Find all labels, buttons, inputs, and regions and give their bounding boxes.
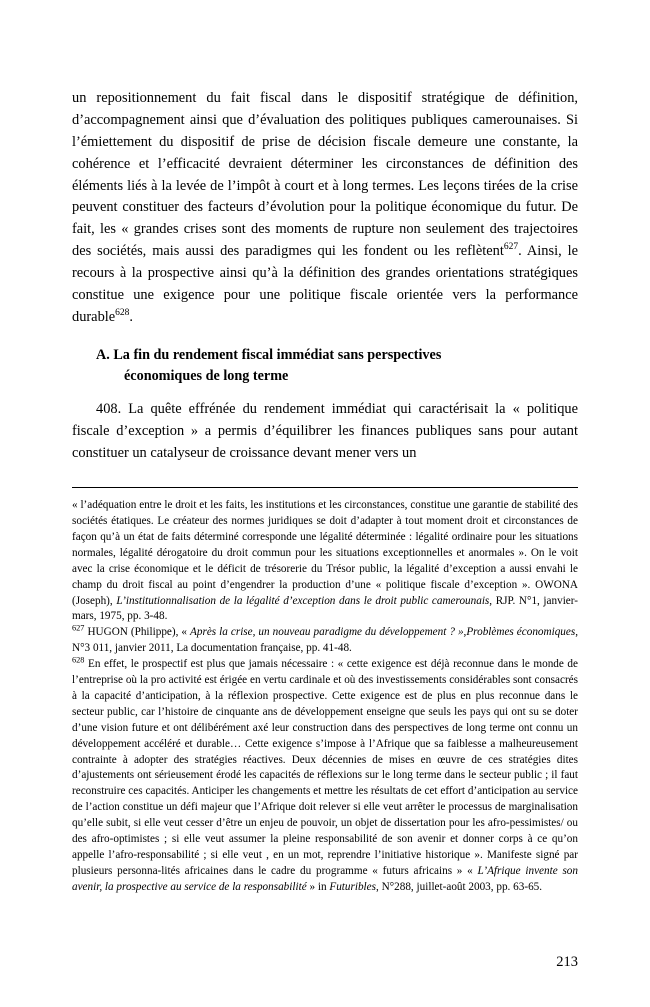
paragraph-text-segment-1: un repositionnement du fait fiscal dans le dispositif stratégique de définition, d’accompagnement ainsi que d’évaluation des politiques publiques camerounaises. Si l’émiettement du dispositif de prise de décision fiscale demeure une constante, la cohérence et l’efficacité devraient déterminer les circonstances de définition des éléments liés à la levée de l’impôt à court et à long termes. Les leçons tirées de la crise peuvent constituer des facteurs d’évolution pour la politique économique du futur. De fait, les « grandes crises sont des moments de rupture non seulement des trajectoires des sociétés, mais aussi des paradigmes qui les fondent ou les reflètent (72, 90, 578, 260)
page-number: 213 (556, 954, 578, 970)
footnote-628-italic-1: L’Afrique invente son avenir, la prospective au service de la responsabilité (72, 864, 578, 893)
footnote-continued (72, 498, 578, 625)
paragraph-text-segment-2: . Ainsi, le recours à la prospective ainsi qu’à la définition des grandes orientations stratégiques constitue une exigence pour une politique fiscale orientée vers la performance durable (72, 243, 579, 325)
footnote-continued-text-2: , RJP. N°1, janvier-mars, 1975, pp. 3-48. (72, 594, 578, 623)
footnote-separator (72, 487, 578, 488)
paragraph-continued (72, 88, 578, 329)
footnote-628-text-2: » in (306, 880, 330, 893)
section-heading (72, 345, 578, 388)
footnote-627-italic-1: Après la crise, un nouveau paradigme du développement ? », (190, 626, 467, 639)
footnote-627-text-2: , N°3 011, janvier 2011, La documentation française, pp. 41-48. (72, 626, 578, 655)
footnote-628 (72, 657, 578, 896)
footnote-627 (72, 625, 578, 657)
section-heading-line-1: A. La fin du rendement fiscal immédiat sans perspectives (96, 346, 442, 363)
section-heading-line-2: économiques de long terme (124, 368, 289, 385)
footnote-627-marker: 627 (72, 623, 85, 633)
footnote-628-marker: 628 (72, 655, 85, 665)
footnote-628-text-1: En effet, le prospectif est plus que jamais nécessaire : « cette exigence est déjà reconnue dans le monde de l’entreprise où la pro activité est érigée en vertu cardinale et où des investissements considérables sont consacrés à la capacité d’anticipation, à la réflexion prospective. Cette exigence est de plus en plus reconnue dans le secteur public, car l’histoire de cinquante ans de développement enseigne que seuls les pays qui ont su se doter d’une vision future et ont délibérément axé leur construction dans des perspectives de long terme ont connu un développement accéléré et durable… Cette exigence s’impose à l’Afrique que sa faiblesse a malheureusement contrainte à adopter des stratégies réactives. Deux décennies de mises en œuvre de ces stratégies dites d’ajustements ont sérieusement érodé les capacités de réflexions sur le long terme dans le secteur public ; il faut reconstruire ces capacités. Anticiper les changements et mettre les résultats de cet effort d’anticipation au service de l’action constitue un défi majeur que l’Afrique doit relever si elle veut arrêter le processus de marginalisation qu’elle subit, si elle veut cesser d’être un enjeu de pouvoir, un objet de dissertation pour les afro-pessimistes/ ou des afro-optimistes ; si elle veut assumer la pleine responsabilité de son avenir et donner corps à ce qu’on appelle l’afro-responsabilité ; si elle veut , en un mot, reprendre l’initiative historique ». Manifeste signé par plusieurs personna-lités africaines dans le cadre du programme « futurs africains » « (72, 658, 578, 877)
footnote-627-italic-2: Problèmes économiques (466, 626, 576, 639)
footnotes-area (72, 498, 578, 896)
footnote-628-italic-2: Futuribles (329, 880, 376, 893)
footnote-continued-italic-1: L’institutionnalisation de la légalité d’exception dans le droit public camerounais (116, 594, 490, 607)
main-body (72, 88, 578, 329)
footnote-ref-627: 627 (503, 242, 519, 253)
numbered-paragraph-408: 408. La quête effrénée du rendement immédiat qui caractérisait la « politique fiscale d’exception » a permis d’équilibrer les finances publiques sans pour autant constituer un catalyseur de croissance devant mener vers un (72, 401, 578, 462)
paragraph-text-segment-3: . (129, 308, 134, 325)
footnote-continued-text-1: « l’adéquation entre le droit et les faits, les institutions et les circonstances, constitue une garantie de stabilité des sociétés étatiques. Le créateur des normes juridiques se doit d’adapter à tout moment droit et circonstances de façon qu’à un état de faits déterminé corresponde une légalité déterminée : légalité ordinaire pour les situations normales, légalité dérogatoire du droit commun pour les situations exceptionnelles et anormales ». On le voit avec la crise économique et le déficit de trésorerie du Trésor public, la légalité d’exception a aussi envahi le champ du droit fiscal au point d’engendrer la production d’une « politique fiscale d’exception ». OWONA (Joseph), (72, 499, 578, 607)
footnote-627-text-1: HUGON (Philippe), « (84, 626, 191, 639)
footnote-628-text-3: , N°288, juillet-août 2003, pp. 63-65. (376, 880, 543, 893)
footnote-ref-628: 628 (115, 308, 130, 319)
